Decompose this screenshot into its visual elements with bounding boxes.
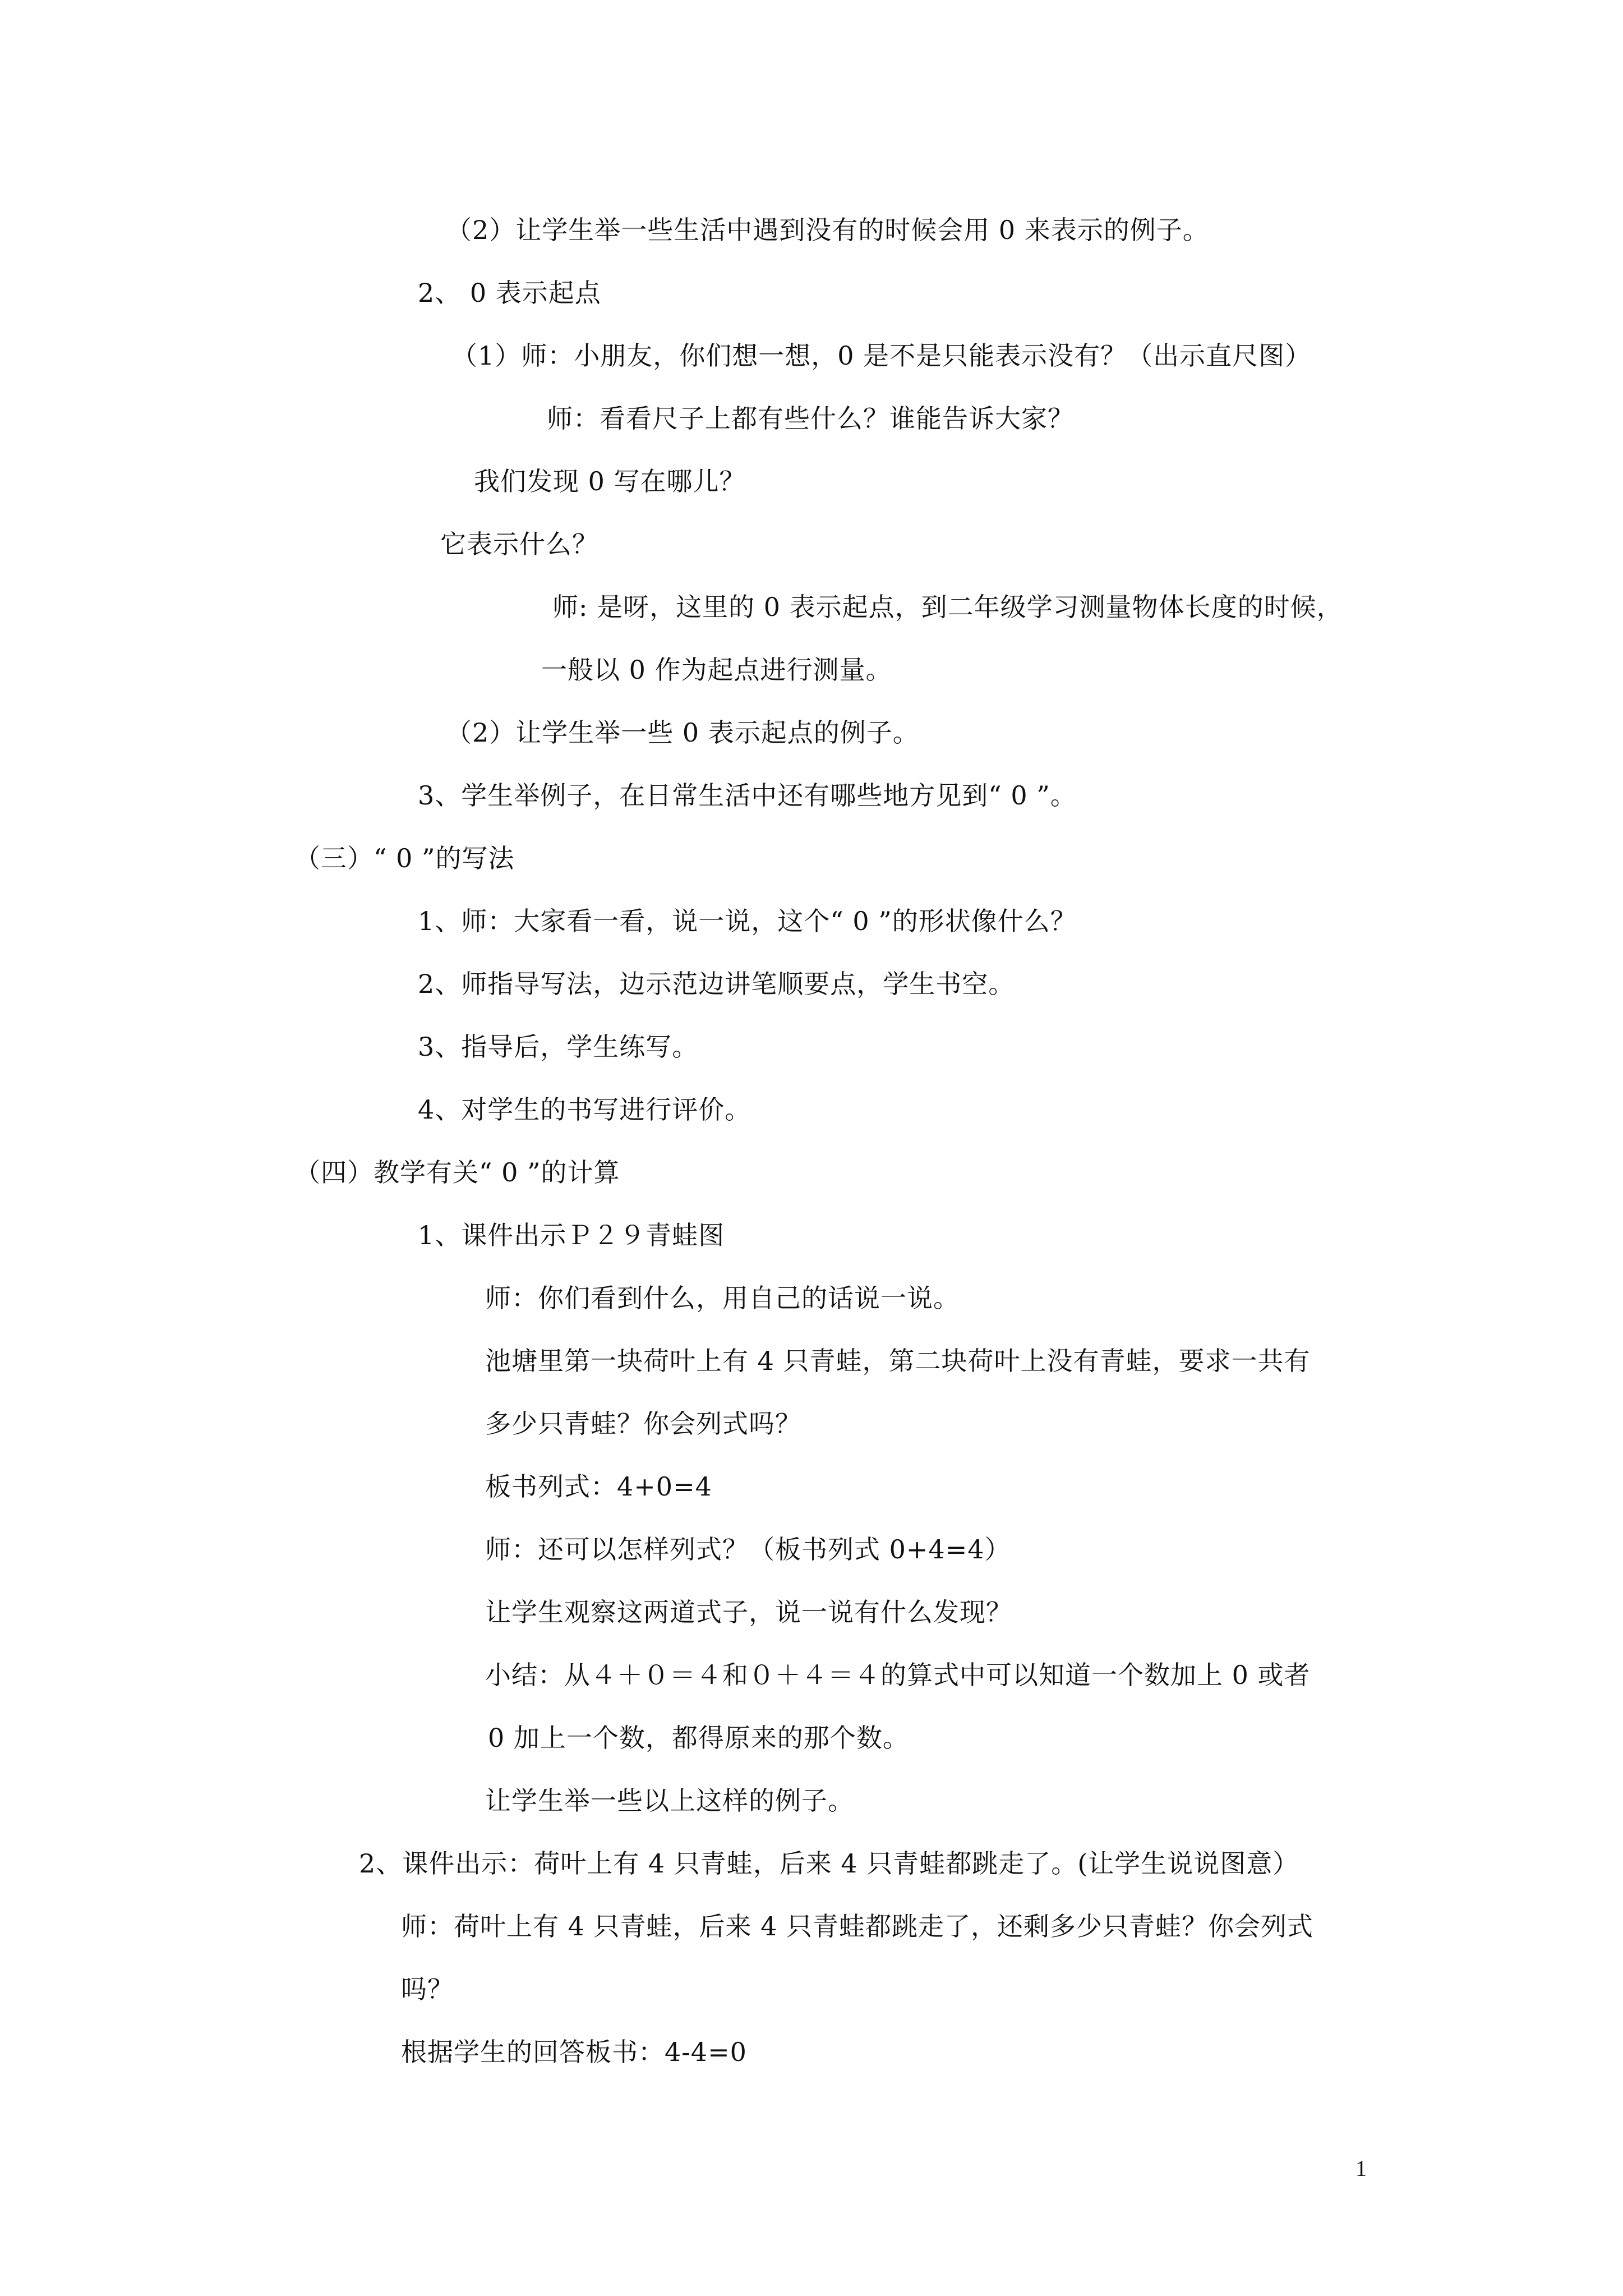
text-line: 师：还可以怎样列式？（板书列式 0+4=4） — [485, 1534, 1011, 1565]
text-line: 一般以 0 作为起点进行测量。 — [541, 655, 892, 685]
text-line: 让学生举一些以上这样的例子。 — [485, 1786, 854, 1816]
text-line: 1、课件出示Ｐ２９青蛙图 — [418, 1220, 725, 1250]
section-heading: （三）“ 0 ”的写法 — [294, 843, 515, 873]
text-line: 池塘里第一块荷叶上有 4 只青蛙，第二块荷叶上没有青蛙，要求一共有 — [485, 1346, 1311, 1376]
text-line: 0 加上一个数，都得原来的那个数。 — [488, 1723, 909, 1753]
text-line: 师：看看尺子上都有些什么？谁能告诉大家？ — [547, 403, 1074, 434]
text-line: 师: 是呀，这里的 0 表示起点，到二年级学习测量物体长度的时候， — [552, 592, 1343, 622]
text-line: （2）让学生举一些生活中遇到没有的时候会用 0 来表示的例子。 — [446, 215, 1209, 245]
text-line: 4、对学生的书写进行评价。 — [418, 1094, 751, 1125]
text-line: 让学生观察这两道式子，说一说有什么发现？ — [485, 1597, 1012, 1627]
text-line: 我们发现 0 写在哪儿？ — [474, 466, 746, 496]
text-line: 吗？ — [401, 1974, 454, 2004]
text-line: 它表示什么？ — [440, 529, 598, 559]
page-number: 1 — [1355, 2156, 1367, 2181]
text-line: 2、课件出示：荷叶上有 4 只青蛙，后来 4 只青蛙都跳走了。(让学生说说图意） — [359, 1848, 1299, 1879]
text-line: （2）让学生举一些 0 表示起点的例子。 — [446, 717, 919, 748]
text-line: 3、指导后，学生练写。 — [418, 1032, 699, 1062]
text-line: 1、师：大家看一看，说一说，这个“ 0 ”的形状像什么？ — [418, 906, 1077, 936]
text-line: 2、 0 表示起点 — [418, 278, 601, 308]
text-line: 3、学生举例子，在日常生活中还有哪些地方见到“ 0 ”。 — [418, 780, 1077, 811]
text-line: 师：荷叶上有 4 只青蛙，后来 4 只青蛙都跳走了，还剩多少只青蛙？你会列式 — [401, 1911, 1314, 1941]
text-line: （1）师：小朋友，你们想一想，0 是不是只能表示没有？（出示直尺图） — [451, 341, 1312, 371]
text-line: 根据学生的回答板书：4-4=0 — [401, 2037, 747, 2067]
text-line: 小结：从４＋０＝４和０＋４＝４的算式中可以知道一个数加上 0 或者 — [485, 1660, 1311, 1690]
text-line: 板书列式：4+0=4 — [485, 1471, 712, 1502]
text-line: 多少只青蛙？你会列式吗？ — [485, 1409, 801, 1439]
text-line: 2、师指导写法，边示范边讲笔顺要点，学生书空。 — [418, 969, 1015, 999]
text-line: 师：你们看到什么，用自己的话说一说。 — [485, 1283, 960, 1313]
section-heading: （四）教学有关“ 0 ”的计算 — [294, 1157, 620, 1188]
